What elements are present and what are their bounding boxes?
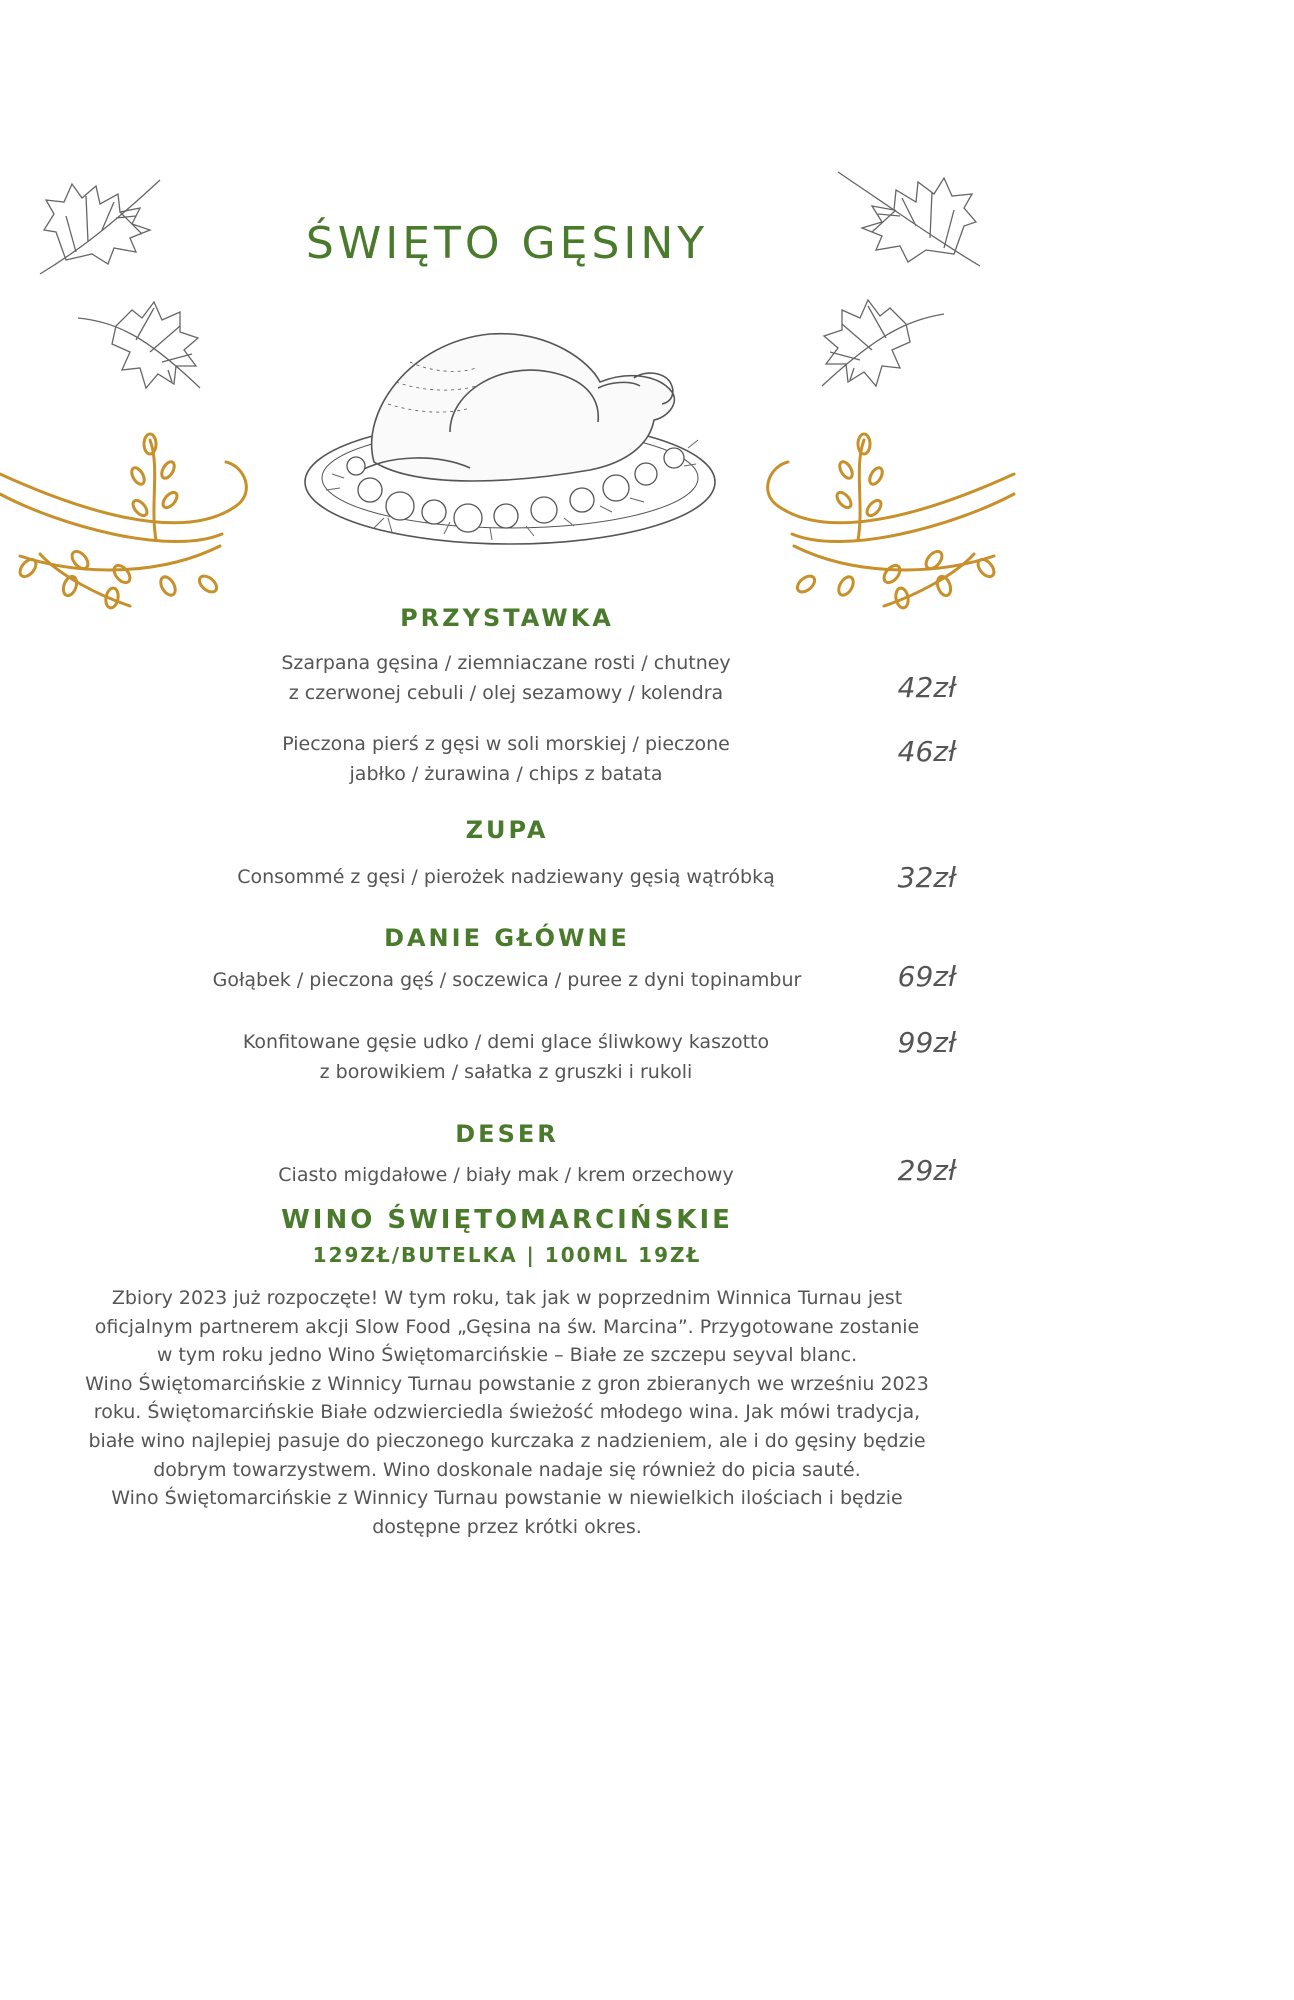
menu-item-line: Pieczona pierś z gęsi w soli morskiej / pieczone	[282, 733, 730, 755]
roast-goose-illustration	[300, 322, 720, 552]
menu-item-price: 29zł	[897, 1154, 956, 1187]
leaf-mid-left-icon	[76, 296, 206, 396]
wine-description-line: Wino Świętomarcińskie z Winnicy Turnau powstanie w niewielkich ilościach i będzie	[111, 1487, 903, 1510]
menu-item-line: Szarpana gęsina / ziemniaczane rosti / chutney	[281, 652, 731, 674]
menu-item-line: z borowikiem / sałatka z gruszki i rukoli	[319, 1061, 693, 1083]
wine-description	[20, 1284, 994, 1541]
wine-description-line: dobrym towarzystwem. Wino doskonale nadaje się również do picia sauté.	[153, 1458, 861, 1481]
section-heading-deser: DESER	[455, 1120, 559, 1148]
section-heading-danie-glowne: DANIE GŁÓWNE	[384, 924, 630, 952]
wine-description-line: białe wino najlepiej pasuje do pieczonego kurczaka z nadzieniem, ale i do gęsiny będzie	[88, 1429, 926, 1452]
menu-item-description: Consommé z gęsi / pierożek nadziewany gęsią wątróbką	[237, 866, 775, 888]
page-title: ŚWIĘTO GĘSINY	[305, 218, 709, 269]
wine-price: 129ZŁ/BUTELKA | 100ML 19ZŁ	[312, 1243, 702, 1267]
menu-item-price: 69zł	[897, 960, 956, 993]
gold-vine-right-ornament	[744, 426, 1014, 612]
menu-item-description	[170, 648, 842, 708]
wine-description-line: Wino Świętomarcińskie z Winnicy Turnau powstanie z gron zbieranych we wrześniu 2023	[85, 1372, 929, 1395]
menu-item-description: Ciasto migdałowe / biały mak / krem orzechowy	[278, 1164, 734, 1186]
menu-item-line: jabłko / żurawina / chips z batata	[349, 763, 663, 785]
menu-item-price: 32zł	[897, 861, 956, 894]
menu-item-description	[170, 729, 842, 789]
wine-description-line: roku. Świętomarcińskie Białe odzwierciedla świeżość młodego wina. Jak mówi tradycja,	[93, 1401, 921, 1424]
leaf-mid-right-icon	[818, 294, 948, 394]
wine-description-line: Zbiory 2023 już rozpoczęte! W tym roku, tak jak w poprzednim Winnica Turnau jest	[111, 1287, 903, 1309]
wine-title: WINO ŚWIĘTOMARCIŃSKIE	[281, 1205, 733, 1235]
menu-item-price: 46zł	[897, 735, 956, 768]
menu-item-description	[150, 1027, 862, 1087]
menu-item-description: Gołąbek / pieczona gęś / soczewica / puree z dyni topinambur	[212, 969, 802, 991]
menu-item-price: 42zł	[897, 671, 956, 704]
wine-description-line: oficjalnym partnerem akcji Slow Food „Gęsina na św. Marcina”. Przygotowane zostanie	[94, 1315, 920, 1338]
section-heading-zupa: ZUPA	[465, 816, 549, 844]
wine-description-line: w tym roku jedno Wino Świętomarcińskie – Białe ze szczepu seyval blanc.	[156, 1344, 858, 1367]
menu-item-price: 99zł	[897, 1026, 956, 1059]
wine-description-line: dostępne przez krótki okres.	[372, 1515, 642, 1538]
menu-item-line: Konfitowane gęsie udko / demi glace śliwkowy kaszotto	[242, 1031, 770, 1053]
menu-item-line: z czerwonej cebuli / olej sezamowy / kolendra	[288, 682, 724, 704]
gold-vine-left-ornament	[0, 436, 270, 616]
section-heading-przystawka: PRZYSTAWKA	[400, 604, 614, 632]
